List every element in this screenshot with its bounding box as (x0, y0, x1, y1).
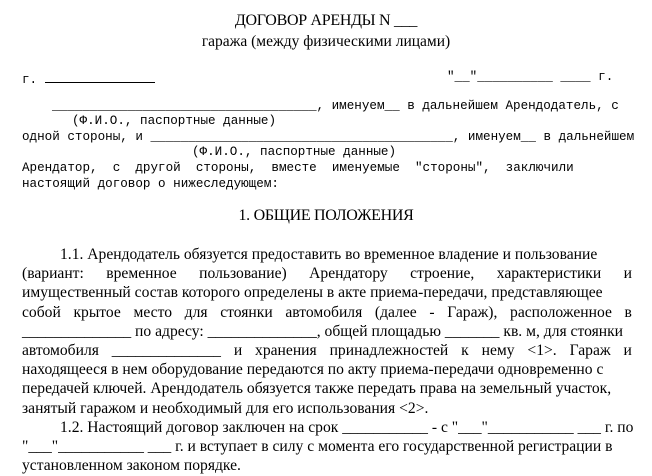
clause-1-2 (22, 418, 632, 476)
document-subtitle: гаража (между физическими лицами) (201, 33, 451, 50)
landlord-hint: (Ф.И.О., паспортные данные) (72, 114, 277, 128)
clause-1-2-line: "___"___________ ___ г. и вступает в силу с момента его государственной регистрации в (22, 438, 613, 456)
tenant-line: одной стороны, и ________________________________________, именуем__ в дальнейшем (22, 130, 635, 144)
clause-1-1-line: имущественный состав которого определены в акте приема-передачи, представляющее (22, 284, 603, 302)
clause-1-1-line: автомобиля ______________ и хранения принадлежностей к нему <1>. Гараж и (22, 341, 632, 359)
tenant-hint: (Ф.И.О., паспортные данные) (192, 145, 397, 159)
clause-1-1-line: находящееся в нем оборудование передаются по акту приема-передачи одновременно с (22, 361, 604, 379)
document-title: ДОГОВОР АРЕНДЫ N ___ (234, 12, 418, 29)
clause-1-2-line: 1.2. Настоящий договор заключен на срок ___________ - с "___"___________ ___ г. по (60, 419, 634, 436)
landlord-line: ___________________________________, именуем__ в дальнейшем Арендодатель, с (52, 99, 619, 113)
clause-1-1-line: занятый гаражом и необходимый для его использования <2>. (22, 399, 429, 417)
city-line (22, 69, 155, 88)
date-line: "__"__________ ____ г. (447, 70, 614, 84)
section-heading: 1. ОБЩИЕ ПОЛОЖЕНИЯ (238, 207, 414, 224)
clause-1-1-line: (вариант: временное пользование) Арендатору строение, характеристики и (22, 265, 632, 283)
clause-1-2-line: установленном законом порядке. (22, 457, 241, 475)
clause-1-1-line: передачей ключей. Арендодатель обязуется также передать права на земельный участок, (22, 380, 612, 398)
clause-1-1 (22, 245, 632, 418)
clause-1-1-line: ______________ по адресу: ______________, общей площадью _______ кв. м, для стоянки (22, 322, 624, 340)
city-blank-field[interactable] (45, 69, 155, 83)
parties-line4: настоящий договор о нижеследующем: (22, 177, 279, 191)
clause-1-1-line: собой крытое место для стоянки автомобиля (далее - Гараж), расположенное в (22, 303, 632, 321)
city-prefix: г. (22, 73, 45, 87)
parties-line3: Арендатор, с другой стороны, вместе именуемые "стороны", заключили (22, 161, 574, 175)
clause-1-1-line: 1.1. Арендодатель обязуется предоставить во временное владение и пользование (60, 246, 598, 263)
